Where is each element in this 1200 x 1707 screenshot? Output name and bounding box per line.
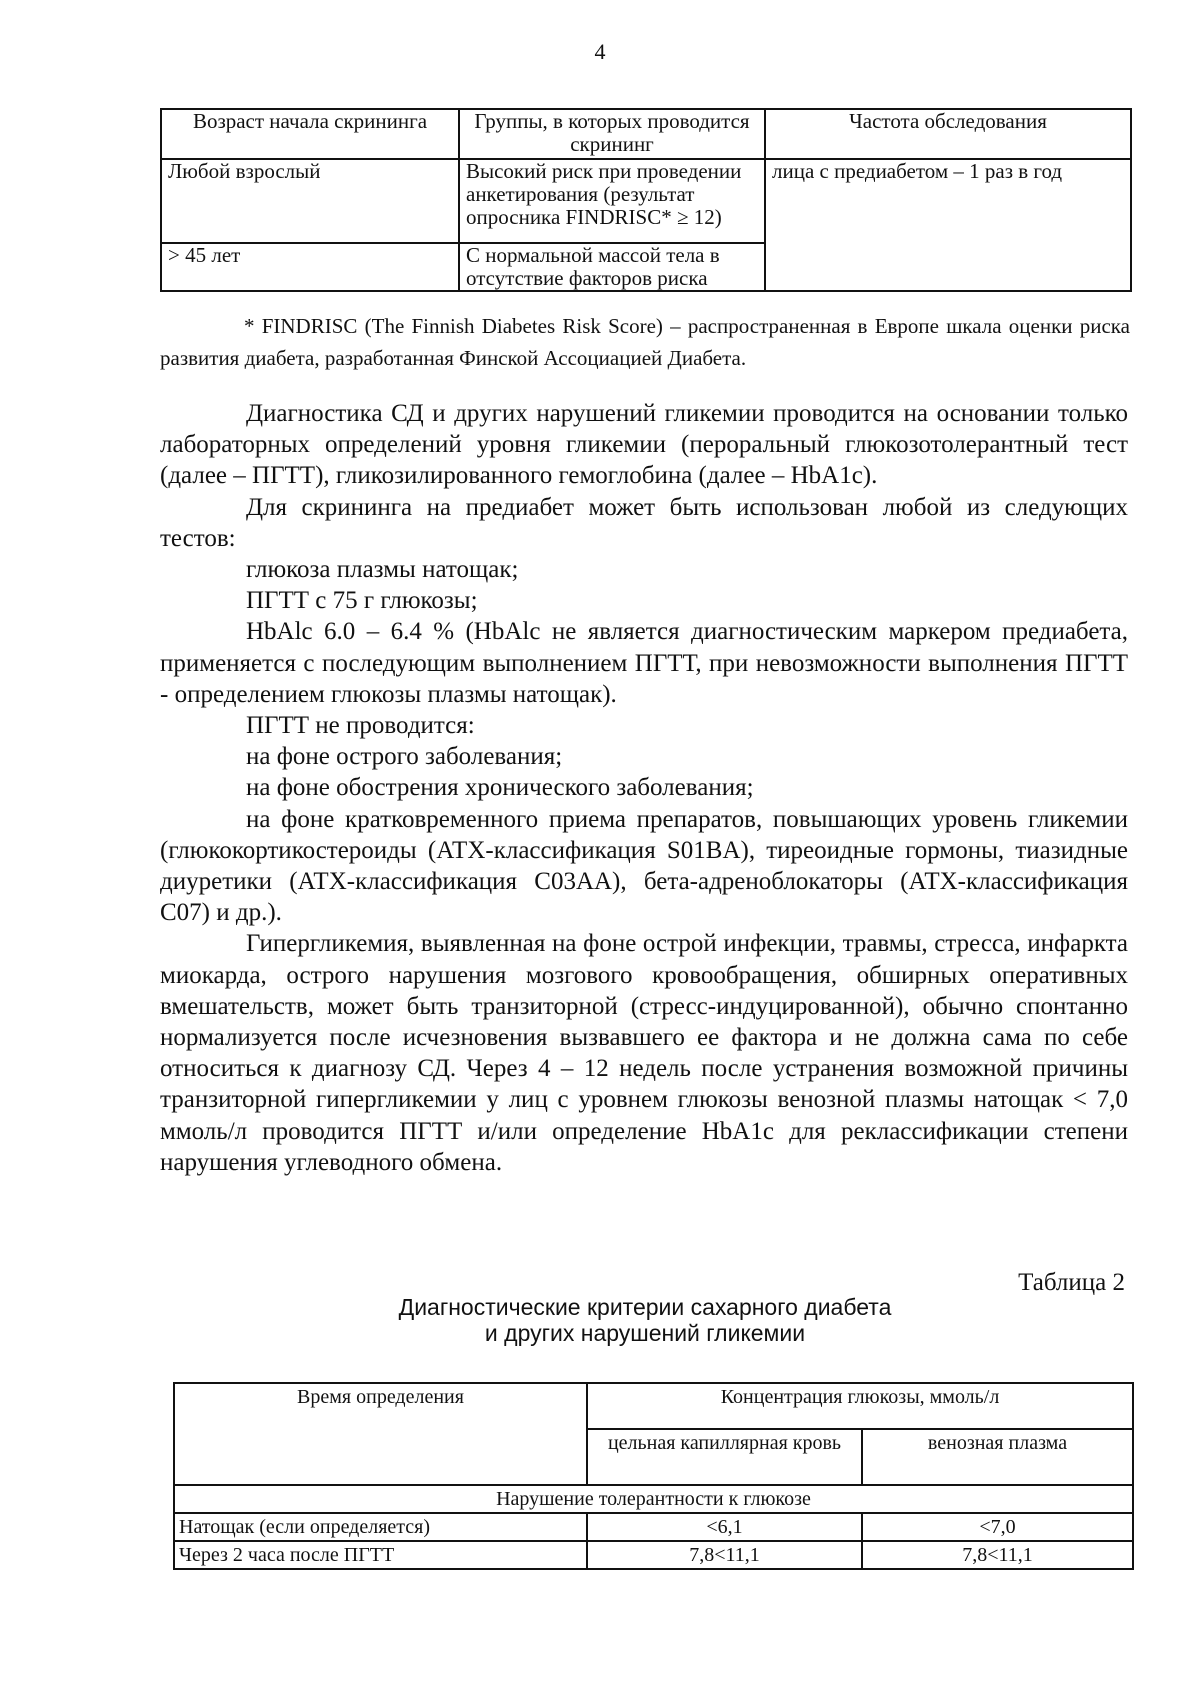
page-number: 4: [594, 39, 606, 64]
group-cell: С нормальной массой тела в отсутствие факторов риска: [459, 243, 765, 291]
header-frequency: Частота обследования: [765, 109, 1131, 159]
criteria-table: [173, 1382, 1134, 1570]
time-cell: Через 2 часа после ПГТТ: [174, 1541, 587, 1569]
age-cell: > 45 лет: [161, 243, 459, 291]
table-title: [160, 1294, 1130, 1346]
table-row: [174, 1541, 1133, 1569]
table-title-line: Диагностические критерии сахарного диабета: [398, 1294, 892, 1320]
screening-table-header: [161, 109, 1131, 159]
list-item: глюкоза плазмы натощак;: [246, 556, 519, 584]
paragraph-ogtt-not-performed: ПГТТ не проводится:: [246, 712, 475, 740]
list-item: на фоне острого заболевания;: [246, 743, 563, 771]
paragraph-drugs: на фоне кратковременного приема препаратов, повышающих уровень гликемии (глюкокортикостероиды (АТХ-классификация S01BA), тиреоидные гормоны, тиазидные диуретики (АТХ-классификация C03AA), бета-адреноблокаторы (АТХ-классификация С07) и др.).: [160, 805, 1128, 927]
paragraph-hyperglycemia: Гипергликемия, выявленная на фоне острой инфекции, травмы, стресса, инфаркта миокарда, острого нарушения мозгового кровообращения, обширных оперативных вмешательств, может быть транзиторной (стресс-индуцированной), обычно спонтанно нормализуется после исчезновения вызвавшего ее фактора и не должна сама по себе относиться к диагнозу СД. Через 4 – 12 недель после устранения возможной причины транзиторной гипергликемии у лиц с уровнем глюкозы венозной плазмы натощак < 7,0 ммоль/л проводится ПГТТ и/или определение HbA1c для реклассификации степени нарушения углеводного обмена.: [160, 930, 1128, 1176]
list-item: на фоне обострения хронического заболевания;: [246, 774, 754, 802]
capillary-value: <6,1: [587, 1513, 862, 1541]
list-item: ПГТТ с 75 г глюкозы;: [246, 587, 478, 615]
section-row: [174, 1485, 1133, 1513]
venous-value: <7,0: [862, 1513, 1133, 1541]
group-cell: Высокий риск при проведении анкетирования (результат опросника FINDRISC* ≥ 12): [459, 159, 765, 243]
paragraph-diagnostics: Диагностика СД и других нарушений гликемии проводится на основании только лабораторных определений уровня гликемии (пероральный глюкозотолерантный тест (далее – ПГТТ), гликозилированного гемоглобина (далее – HbA1c).: [160, 400, 1128, 490]
screening-table: [160, 108, 1132, 292]
header-time: Время определения: [174, 1383, 587, 1485]
time-cell: Натощак (если определяется): [174, 1513, 587, 1541]
frequency-cell: лица с предиабетом – 1 раз в год: [765, 159, 1131, 291]
header-age: Возраст начала скрининга: [161, 109, 459, 159]
section-title: Нарушение толерантности к глюкозе: [174, 1485, 1133, 1513]
header-group: Группы, в которых проводится скрининг: [459, 109, 765, 159]
table-title-line: и других нарушений гликемии: [484, 1320, 806, 1346]
venous-value: 7,8<11,1: [862, 1541, 1133, 1569]
subheader-venous: венозная плазма: [862, 1429, 1133, 1485]
criteria-header-row: [174, 1383, 1133, 1429]
body-text: [160, 398, 1128, 1178]
capillary-value: 7,8<11,1: [587, 1541, 862, 1569]
age-cell: Любой взрослый: [161, 159, 459, 243]
table-row: [174, 1513, 1133, 1541]
header-concentration: Концентрация глюкозы, ммоль/л: [587, 1383, 1133, 1429]
paragraph-screening-tests: Для скрининга на предиабет может быть использован любой из следующих тестов:: [160, 493, 1128, 552]
subheader-capillary: цельная капиллярная кровь: [587, 1429, 862, 1485]
table-label: Таблица 2: [1018, 1269, 1125, 1296]
footnote: * FINDRISC (The Finnish Diabetes Risk Score) – распространенная в Европе шкала оценки риска развития диабета, разработанная Финской Ассоциацией Диабета.: [160, 314, 1130, 370]
paragraph-hba1c: HbAlc 6.0 – 6.4 % (HbAlc не является диагностическим маркером предиабета, применяется с последующим выполнением ПГТТ, при невозможности выполнения ПГТТ - определением глюкозы плазмы натощак).: [160, 618, 1128, 708]
table-row: [161, 159, 1131, 243]
